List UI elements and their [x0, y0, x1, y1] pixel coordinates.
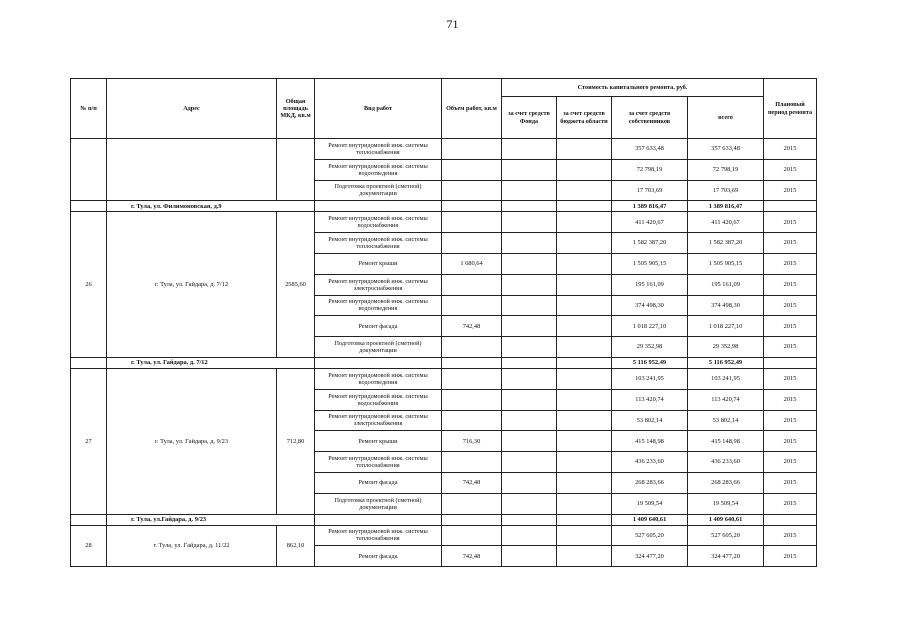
owners-cell: 411 420,67 [612, 212, 688, 233]
subtotal-address: г. Тула, ул. Филимоновская, д.9 [107, 201, 315, 212]
subtotal-num [71, 201, 107, 212]
owners-cell: 19 509,54 [612, 493, 688, 514]
period-cell: 2015 [764, 233, 817, 254]
total-cell: 195 161,09 [688, 274, 764, 295]
subtotal-num [71, 514, 107, 525]
work-type-cell: Ремонт фасада [315, 472, 442, 493]
repair-works-table [70, 78, 817, 567]
owners-cell: 268 283,66 [612, 472, 688, 493]
work-type-cell: Ремонт внутридомовой инж. системы водоотведения [315, 295, 442, 316]
work-type-cell: Ремонт фасада [315, 316, 442, 337]
total-cell: 268 283,66 [688, 472, 764, 493]
header-cost-group: Стоимость капитального ремонта, руб. [502, 79, 764, 97]
volume-cell [442, 368, 502, 389]
owners-cell: 1 505 905,15 [612, 253, 688, 274]
table-row [71, 525, 817, 546]
subtotal-total: 1 409 640,61 [688, 514, 764, 525]
subtotal-fund [502, 201, 557, 212]
subtotal-row [71, 357, 817, 368]
fund-cell [502, 253, 557, 274]
fund-cell [502, 337, 557, 358]
period-cell: 2015 [764, 525, 817, 546]
subtotal-volume [442, 357, 502, 368]
work-type-cell: Ремонт внутридомовой инж. системы водоснабжения [315, 212, 442, 233]
work-type-cell: Ремонт внутридомовой инж. системы теплоснабжения [315, 233, 442, 254]
total-cell: 374 498,30 [688, 295, 764, 316]
subtotal-fund [502, 357, 557, 368]
subtotal-owners: 5 116 952,49 [612, 357, 688, 368]
period-cell: 2015 [764, 139, 817, 160]
period-cell: 2015 [764, 546, 817, 567]
total-cell: 113 420,74 [688, 389, 764, 410]
period-cell: 2015 [764, 180, 817, 201]
region-cell [557, 253, 612, 274]
period-cell: 2015 [764, 274, 817, 295]
owners-cell: 17 703,69 [612, 180, 688, 201]
work-type-cell: Ремонт внутридомовой инж. системы водоотведения [315, 159, 442, 180]
total-cell: 436 233,60 [688, 452, 764, 473]
region-cell [557, 368, 612, 389]
fund-cell [502, 472, 557, 493]
subtotal-volume [442, 514, 502, 525]
owners-cell: 374 498,30 [612, 295, 688, 316]
period-cell: 2015 [764, 410, 817, 431]
region-cell [557, 139, 612, 160]
subtotal-period [764, 201, 817, 212]
fund-cell [502, 274, 557, 295]
subtotal-region [557, 357, 612, 368]
subtotal-period [764, 514, 817, 525]
fund-cell [502, 493, 557, 514]
subtotal-num [71, 357, 107, 368]
owners-cell: 53 802,14 [612, 410, 688, 431]
page-number: 71 [446, 17, 459, 31]
region-cell [557, 493, 612, 514]
owners-cell: 72 798,19 [612, 159, 688, 180]
volume-cell [442, 180, 502, 201]
volume-cell [442, 452, 502, 473]
subtotal-work [315, 514, 442, 525]
subtotal-total: 1 389 816,47 [688, 201, 764, 212]
table-row [71, 212, 817, 233]
row-number: 28 [71, 525, 107, 567]
volume-cell [442, 389, 502, 410]
work-type-cell: Ремонт фасада [315, 546, 442, 567]
header-num: № п/п [71, 79, 107, 139]
subtotal-region [557, 201, 612, 212]
row-area: 862,10 [277, 525, 315, 567]
region-cell [557, 212, 612, 233]
total-cell: 324 477,20 [688, 546, 764, 567]
header-region: за счет средств бюджета области [557, 97, 612, 139]
region-cell [557, 274, 612, 295]
owners-cell: 415 148,98 [612, 431, 688, 452]
period-cell: 2015 [764, 337, 817, 358]
subtotal-owners: 1 409 640,61 [612, 514, 688, 525]
fund-cell [502, 389, 557, 410]
region-cell [557, 525, 612, 546]
period-cell: 2015 [764, 493, 817, 514]
owners-cell: 29 352,98 [612, 337, 688, 358]
owners-cell: 357 633,48 [612, 139, 688, 160]
row-number [71, 139, 107, 201]
region-cell [557, 452, 612, 473]
row-address: г. Тула, ул. Гайдара, д. 11/22 [107, 525, 277, 567]
region-cell [557, 472, 612, 493]
period-cell: 2015 [764, 472, 817, 493]
period-cell: 2015 [764, 368, 817, 389]
row-number: 26 [71, 212, 107, 358]
subtotal-work [315, 357, 442, 368]
region-cell [557, 295, 612, 316]
row-area: 712,80 [277, 368, 315, 514]
row-area [277, 139, 315, 201]
subtotal-row [71, 514, 817, 525]
work-type-cell: Ремонт внутридомовой инж. системы электроснабжения [315, 274, 442, 295]
subtotal-work [315, 201, 442, 212]
row-address: г. Тула, ул. Гайдара, д. 9/23 [107, 368, 277, 514]
fund-cell [502, 159, 557, 180]
volume-cell [442, 410, 502, 431]
work-type-cell: Ремонт внутридомовой инж. системы теплоснабжения [315, 139, 442, 160]
region-cell [557, 233, 612, 254]
period-cell: 2015 [764, 212, 817, 233]
fund-cell [502, 368, 557, 389]
volume-cell [442, 493, 502, 514]
total-cell: 103 241,95 [688, 368, 764, 389]
volume-cell [442, 274, 502, 295]
fund-cell [502, 546, 557, 567]
fund-cell [502, 410, 557, 431]
header-total: всего [688, 97, 764, 139]
subtotal-address: г. Тула, ул. Гайдара, д. 7/12 [107, 357, 315, 368]
total-cell: 411 420,67 [688, 212, 764, 233]
row-address: г. Тула, ул. Гайдара, д. 7/12 [107, 212, 277, 358]
volume-cell [442, 295, 502, 316]
subtotal-row [71, 201, 817, 212]
header-owners: за счет средств собственников [612, 97, 688, 139]
fund-cell [502, 295, 557, 316]
period-cell: 2015 [764, 452, 817, 473]
header-fund: за счет средств Фонда [502, 97, 557, 139]
header-period: Плановый период ремонта [764, 79, 817, 139]
total-cell: 1 018 227,10 [688, 316, 764, 337]
total-cell: 72 798,19 [688, 159, 764, 180]
work-type-cell: Ремонт крыши [315, 431, 442, 452]
volume-cell: 716,30 [442, 431, 502, 452]
period-cell: 2015 [764, 316, 817, 337]
fund-cell [502, 316, 557, 337]
subtotal-volume [442, 201, 502, 212]
table-body [71, 139, 817, 567]
period-cell: 2015 [764, 431, 817, 452]
volume-cell [442, 233, 502, 254]
owners-cell: 103 241,95 [612, 368, 688, 389]
owners-cell: 195 161,09 [612, 274, 688, 295]
region-cell [557, 159, 612, 180]
subtotal-period [764, 357, 817, 368]
fund-cell [502, 452, 557, 473]
work-type-cell: Ремонт внутридомовой инж. системы водоотведения [315, 368, 442, 389]
volume-cell [442, 159, 502, 180]
volume-cell: 742,48 [442, 316, 502, 337]
period-cell: 2015 [764, 159, 817, 180]
total-cell: 527 605,20 [688, 525, 764, 546]
fund-cell [502, 525, 557, 546]
period-cell: 2015 [764, 389, 817, 410]
work-type-cell: Подготовка проектной (сметной) документации [315, 180, 442, 201]
subtotal-owners: 1 389 816,47 [612, 201, 688, 212]
volume-cell: 1 680,64 [442, 253, 502, 274]
volume-cell [442, 337, 502, 358]
owners-cell: 1 018 227,10 [612, 316, 688, 337]
region-cell [557, 546, 612, 567]
region-cell [557, 337, 612, 358]
volume-cell [442, 139, 502, 160]
volume-cell: 742,48 [442, 472, 502, 493]
work-type-cell: Подготовка проектной (сметной) документации [315, 493, 442, 514]
owners-cell: 527 605,20 [612, 525, 688, 546]
row-area: 2585,60 [277, 212, 315, 358]
region-cell [557, 316, 612, 337]
period-cell: 2015 [764, 253, 817, 274]
table-header [71, 79, 817, 139]
header-volume: Объем работ, кв.м [442, 79, 502, 139]
fund-cell [502, 431, 557, 452]
total-cell: 53 802,14 [688, 410, 764, 431]
owners-cell: 436 233,60 [612, 452, 688, 473]
total-cell: 17 703,69 [688, 180, 764, 201]
work-type-cell: Ремонт внутридомовой инж. системы теплоснабжения [315, 525, 442, 546]
subtotal-region [557, 514, 612, 525]
region-cell [557, 180, 612, 201]
table-row [71, 139, 817, 160]
fund-cell [502, 233, 557, 254]
total-cell: 1 505 905,15 [688, 253, 764, 274]
row-number: 27 [71, 368, 107, 514]
total-cell: 357 633,48 [688, 139, 764, 160]
subtotal-total: 5 116 952,49 [688, 357, 764, 368]
work-type-cell: Подготовка проектной (сметной) документации [315, 337, 442, 358]
total-cell: 415 148,98 [688, 431, 764, 452]
volume-cell [442, 212, 502, 233]
owners-cell: 113 420,74 [612, 389, 688, 410]
region-cell [557, 410, 612, 431]
total-cell: 19 509,54 [688, 493, 764, 514]
header-work-type: Вид работ [315, 79, 442, 139]
work-type-cell: Ремонт крыши [315, 253, 442, 274]
fund-cell [502, 180, 557, 201]
fund-cell [502, 139, 557, 160]
owners-cell: 1 582 387,20 [612, 233, 688, 254]
region-cell [557, 389, 612, 410]
subtotal-address: г. Тула, ул.Гайдара, д. 9/23 [107, 514, 315, 525]
region-cell [557, 431, 612, 452]
header-address: Адрес [107, 79, 277, 139]
volume-cell [442, 525, 502, 546]
work-type-cell: Ремонт внутридомовой инж. системы водоснабжения [315, 389, 442, 410]
volume-cell: 742,48 [442, 546, 502, 567]
work-type-cell: Ремонт внутридомовой инж. системы теплоснабжения [315, 452, 442, 473]
table-row [71, 368, 817, 389]
period-cell: 2015 [764, 295, 817, 316]
owners-cell: 324 477,20 [612, 546, 688, 567]
fund-cell [502, 212, 557, 233]
work-type-cell: Ремонт внутридомовой инж. системы электроснабжения [315, 410, 442, 431]
subtotal-fund [502, 514, 557, 525]
total-cell: 29 352,98 [688, 337, 764, 358]
row-address [107, 139, 277, 201]
total-cell: 1 582 387,20 [688, 233, 764, 254]
header-area: Общая площадь МКД, кв.м [277, 79, 315, 139]
